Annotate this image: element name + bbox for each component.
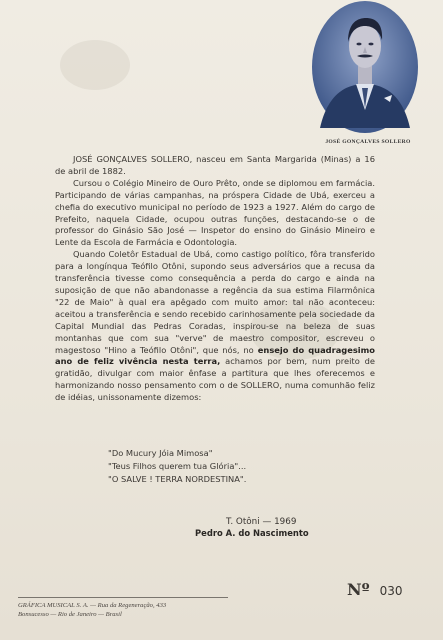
paragraph-birth: JOSÉ GONÇALVES SOLLERO, nasceu em Santa Margarida (Minas) a 16 de abril de 1882. — [55, 154, 375, 176]
signature-place-date: T. Otôni — 1969 — [226, 517, 297, 527]
paragraph-transfer — [55, 249, 375, 404]
paper-stain — [60, 40, 130, 90]
portrait-caption: JOSÉ GONÇALVES SOLLERO — [325, 139, 411, 145]
publisher-line: Bonsucesso — Rio de Janeiro — Brasil — [18, 611, 122, 618]
paragraph-transfer-text: Quando Coletôr Estadual de Ubá, como castigo político, fôra transferido para a longínqua Teófilo Otôni, supondo seus adversários que a recusa da transferência tivesse como consequência a perda do cargo e ainda na suposição de que não abandonasse a regência da sua estima Filarmônica "22 de Maio" à qual era apêgado com muito amor: tal não aconteceu: aceitou a transferência e sendo recebido carinhosamente pela sociedade da Capital Mundial das Pedras Coradas, inspirou-se na beleza de suas montanhas que com sua "verve" de maestro compositor, escreveu o magestoso "Hino a Teófilo Otôni", que nós, no — [55, 249, 375, 355]
footer-divider — [18, 597, 228, 598]
quote-line: "O SALVE ! TERRA NORDESTINA". — [108, 473, 247, 484]
quote-line: "Teus Filhos querem tua Glória"... — [108, 460, 247, 471]
emphasis-text: ensejo do quadragesimo ano de feliz vivência nesta terra, — [55, 344, 375, 367]
publisher-imprint — [18, 601, 166, 619]
numero-symbol: Nº — [347, 580, 370, 599]
publisher-line: GRÁFICA MUSICAL S. A. — Rua da Regeneração, 433 — [18, 602, 167, 609]
paragraph-career: Cursou o Colégio Mineiro de Ouro Prêto, onde se diplomou em farmácia. Participando de várias campanhas, na próspera Cidade de Ubá, exerceu a chefia do executivo municipal no período de 1923 a 1927. Além do cargo de Prefeito, naquela Cidade, ocupou outras funções, destacando-se o de professor do Ginásio São José — Inspetor do ensino do Ginásio Mineiro e Lente da Escola de Farmácia e Odontologia. — [55, 177, 375, 248]
numero-value: 030 — [379, 584, 403, 598]
paragraph-closing-text: achamos por bem, num preito de gratidão, divulgar com maior ênfase a partitura que lhes oferecemos e harmonizando nosso pensamento com o de SOLLERO, numa comunhão feliz de idéias, unissonamente dizemos: — [55, 356, 376, 403]
quote-list — [108, 447, 246, 485]
number-mark — [347, 580, 403, 599]
signature-name: Pedro A. do Nascimento — [195, 528, 309, 538]
quote-line: "Do Mucury Jóia Mimosa" — [108, 448, 213, 458]
portrait-photo — [310, 0, 420, 135]
body-text — [55, 154, 375, 404]
